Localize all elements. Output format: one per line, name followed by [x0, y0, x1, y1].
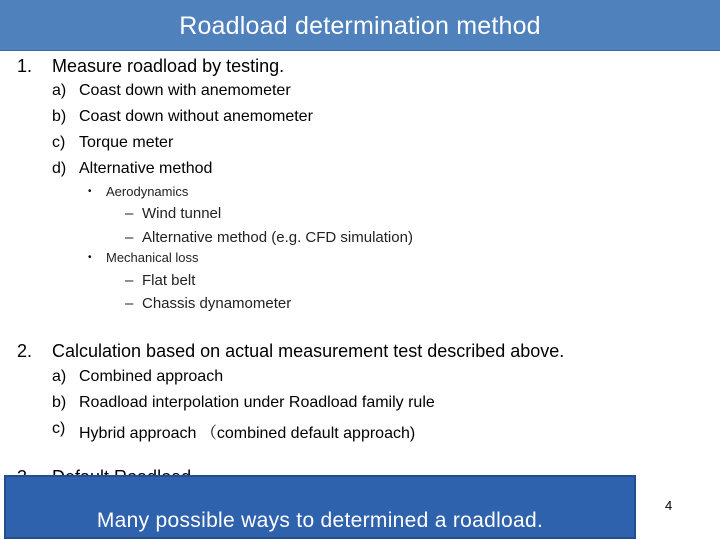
- list-marker: b): [52, 108, 67, 125]
- list-item: Hybrid approach （combined default approach): [79, 425, 416, 442]
- dash-marker: –: [125, 205, 134, 222]
- dash-marker: –: [125, 229, 134, 246]
- list-item: Chassis dynamometer: [142, 295, 292, 312]
- dash-marker: –: [125, 272, 134, 289]
- page-number: 4: [665, 498, 673, 513]
- section-2-heading: Calculation based on actual measurement test described above.: [52, 341, 565, 361]
- list-item: Torque meter: [79, 134, 174, 151]
- section-2-number: 2.: [17, 341, 33, 361]
- section-1-heading: Measure roadload by testing.: [52, 56, 285, 76]
- list-marker: d): [52, 160, 67, 177]
- list-item: Flat belt: [142, 272, 196, 289]
- subheading-mechanical-loss: Mechanical loss: [106, 250, 199, 265]
- title-bar: [0, 0, 720, 51]
- list-marker: a): [52, 368, 67, 385]
- list-item: Coast down with anemometer: [79, 82, 291, 99]
- footer-callout: [4, 475, 636, 539]
- dash-marker: –: [125, 295, 134, 312]
- list-marker: b): [52, 394, 67, 411]
- section-1-number: 1.: [17, 56, 33, 76]
- list-item: Combined approach: [79, 368, 224, 385]
- list-marker: a): [52, 82, 67, 99]
- bullet-marker: •: [88, 186, 92, 197]
- list-item: Roadload interpolation under Roadload family rule: [79, 394, 435, 411]
- list-marker: c): [52, 420, 66, 437]
- list-marker: c): [52, 134, 66, 151]
- list-item: Alternative method (e.g. CFD simulation): [142, 229, 413, 246]
- slide-title: Roadload determination method: [179, 12, 541, 40]
- list-item: Alternative method: [79, 160, 213, 177]
- footer-message: Many possible ways to determined a roadload.: [96, 509, 544, 532]
- bullet-marker: •: [88, 252, 92, 263]
- subheading-aerodynamics: Aerodynamics: [106, 184, 189, 199]
- list-item: Coast down without anemometer: [79, 108, 313, 125]
- list-item: Wind tunnel: [142, 205, 222, 222]
